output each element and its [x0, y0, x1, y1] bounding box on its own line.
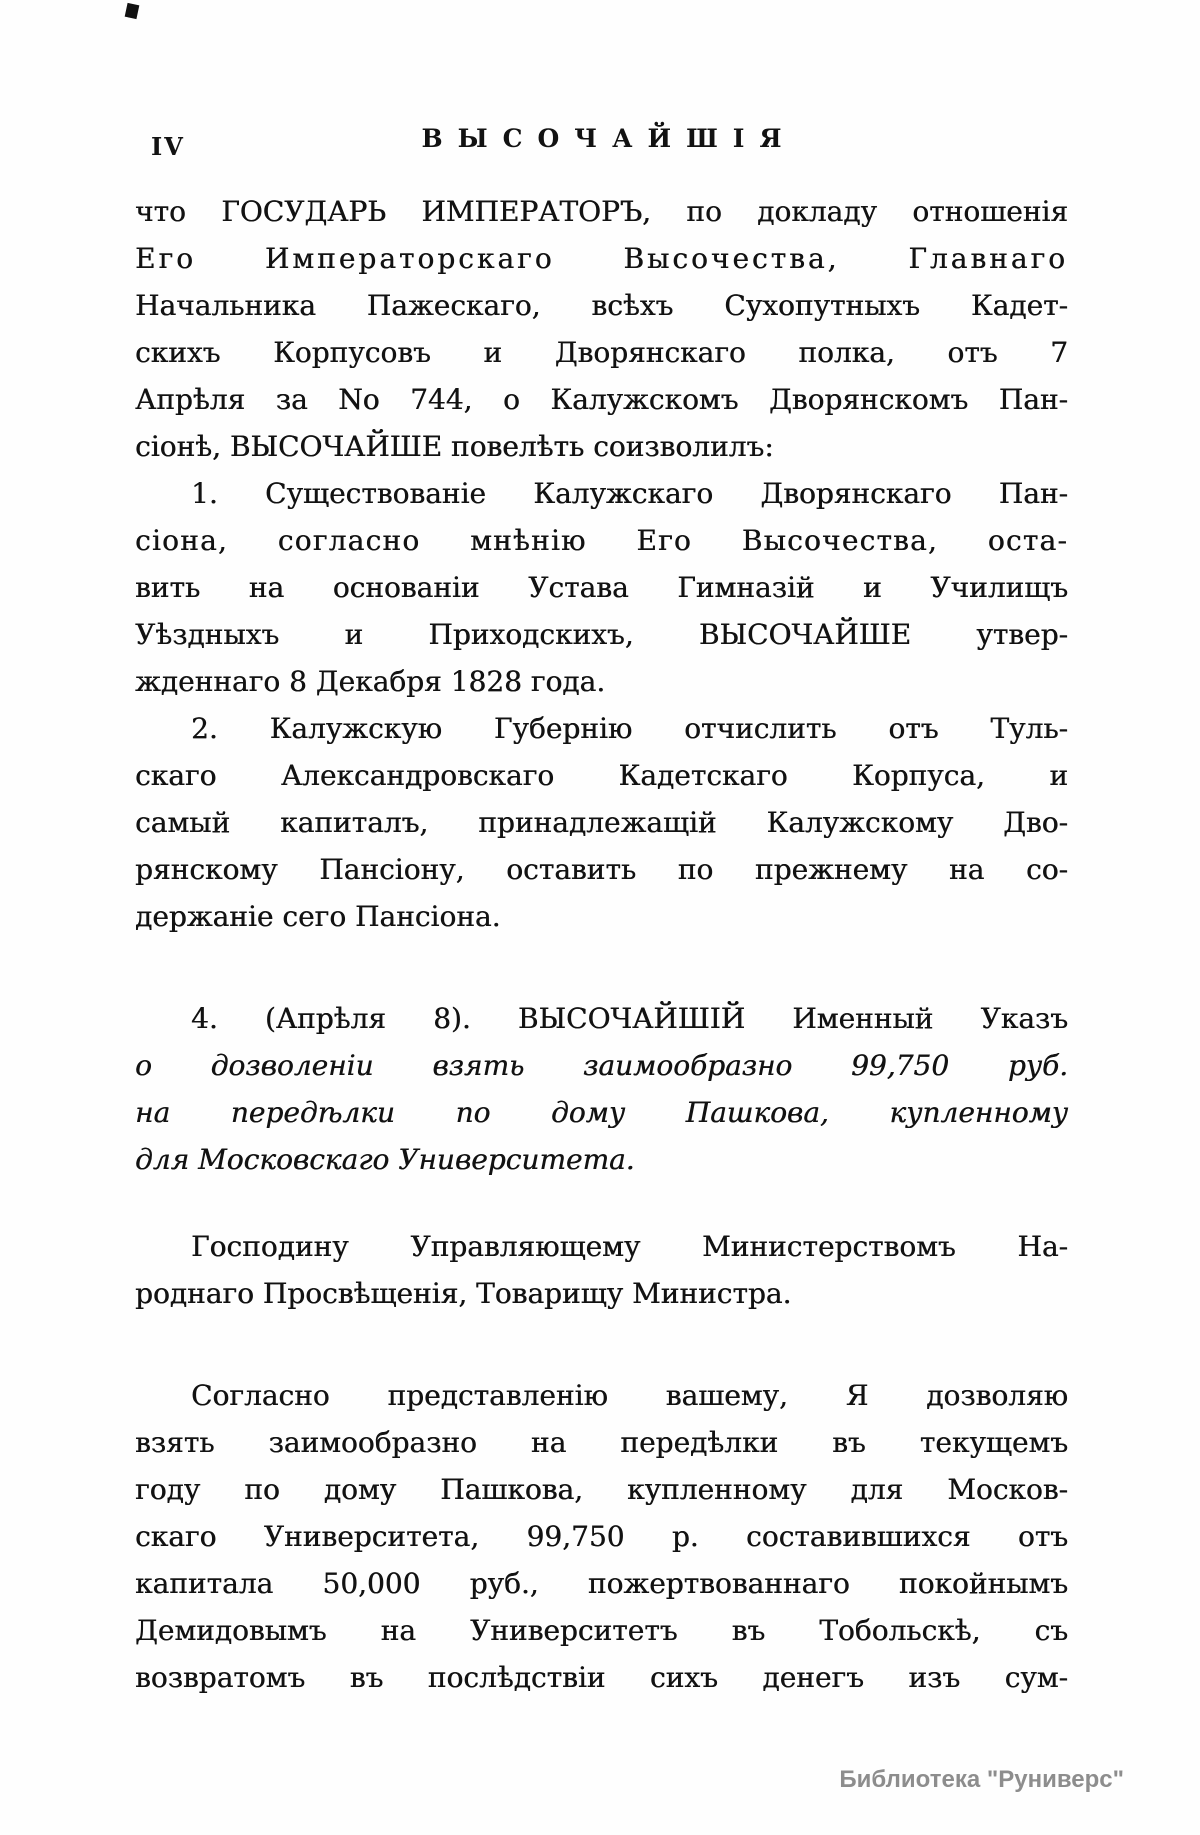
- text-line: что ГОСУДАРЬ ИМПЕРАТОРЪ, по докладу отношенія: [135, 195, 1068, 228]
- paragraph-address: [135, 1223, 1068, 1317]
- text-line: самый капиталъ, принадлежащій Калужскому Дво-: [135, 806, 1068, 839]
- text-line: возвратомъ въ послѣдствіи сихъ денегъ изъ сум-: [135, 1661, 1068, 1694]
- text-line: рянскому Пансіону, оставить по прежнему на со-: [135, 853, 1068, 886]
- text-line: Демидовымъ на Университетъ въ Тобольскѣ, съ: [135, 1614, 1068, 1647]
- text-line: Уѣздныхъ и Приходскихъ, ВЫСОЧАЙШЕ утвер-: [135, 618, 1068, 651]
- text-line: скаго Университета, 99,750 р. составившихся отъ: [135, 1520, 1068, 1553]
- text-line: 2. Калужскую Губернію отчислить отъ Туль-: [191, 712, 1068, 745]
- text-line: сіонѣ, ВЫСОЧАЙШЕ повелѣть соизволилъ:: [135, 430, 774, 463]
- text-line: роднаго Просвѣщенія, Товарищу Министра.: [135, 1277, 792, 1310]
- page-number: IV: [151, 132, 185, 161]
- text-line: Его Императорскаго Высочества, Главнаго: [135, 242, 1068, 275]
- text-line: году по дому Пашкова, купленному для Москов-: [135, 1473, 1068, 1506]
- text-line: Апрѣля за No 744, о Калужскомъ Дворянскомъ Пан-: [135, 383, 1068, 416]
- text-line: скаго Александровскаго Кадетскаго Корпуса, и: [135, 759, 1068, 792]
- text-line: вить на основаніи Устава Гимназій и Училищъ: [135, 571, 1068, 604]
- paragraph-item-1: [135, 470, 1068, 705]
- text-line: капитала 50,000 руб., пожертвованнаго покойнымъ: [135, 1567, 1068, 1600]
- paragraph-item-2: [135, 705, 1068, 940]
- text-line: жденнаго 8 Декабря 1828 года.: [135, 665, 606, 698]
- library-watermark: Библиотека "Руниверс": [839, 1766, 1124, 1793]
- text-line: 1. Существованіе Калужскаго Дворянскаго Пан-: [191, 477, 1068, 510]
- text-line: Согласно представленію вашему, Я дозволяю: [191, 1379, 1068, 1412]
- paragraph-item-4-heading: [135, 995, 1068, 1183]
- paragraph-decree-body: [135, 1372, 1068, 1701]
- text-line: 4. (Апрѣля 8). ВЫСОЧАЙШІЙ Именный Указъ: [191, 1002, 1068, 1035]
- text-line: Начальника Пажескаго, всѣхъ Сухопутныхъ Кадет-: [135, 289, 1068, 322]
- text-line: сіона, согласно мнѣнію Его Высочества, оста-: [135, 524, 1068, 557]
- page-text: [135, 188, 1068, 1701]
- text-line-italic: о дозволеніи взять заимообразно 99,750 руб.: [135, 1049, 1068, 1082]
- text-line-italic: для Московскаго Университета.: [135, 1143, 635, 1176]
- running-title: ВЫСОЧАЙШІЯ: [421, 124, 797, 153]
- scan-artifact: [125, 3, 140, 19]
- text-line: взять заимообразно на передѣлки въ текущемъ: [135, 1426, 1068, 1459]
- text-line: держаніе сего Пансіона.: [135, 900, 501, 933]
- text-line: скихъ Корпусовъ и Дворянскаго полка, отъ 7: [135, 336, 1068, 369]
- text-line-italic: на передѣлки по дому Пашкова, купленному: [135, 1096, 1068, 1129]
- page-header: [135, 124, 1068, 168]
- text-line: Господину Управляющему Министерствомъ На-: [191, 1230, 1068, 1263]
- paragraph-intro: [135, 188, 1068, 470]
